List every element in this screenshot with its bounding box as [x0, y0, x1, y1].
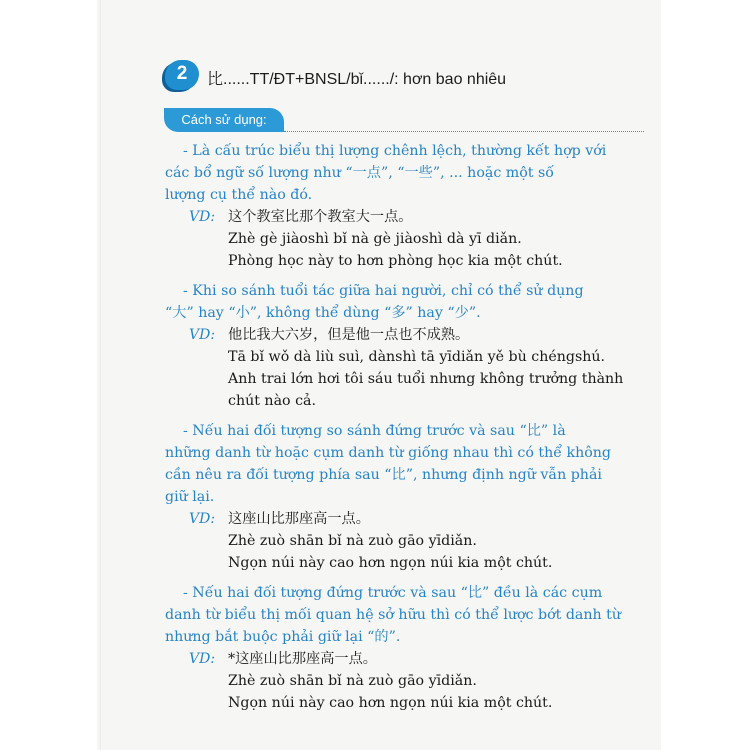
example-4-translation: Ngọn núi này cao hơn ngọn núi kia một chút. — [228, 695, 553, 711]
rule-1-line-1: - Là cấu trúc biểu thị lượng chênh lệch, thường kết hợp với — [183, 143, 607, 159]
example-2-pinyin: Tā bǐ wǒ dà liù suì, dànshì tā yīdiǎn yě bù chéngshú. — [228, 349, 606, 365]
example-4-pinyin: Zhè zuò shān bǐ nà zuò gāo yīdiǎn. — [228, 673, 477, 689]
rule-4-line-2: danh từ biểu thị mối quan hệ sở hữu thì có thể lược bớt danh từ — [165, 607, 621, 623]
example-3-label: VD: — [189, 511, 216, 527]
rule-2-line-2: “大” hay “小”, không thể dùng “多” hay “少”. — [165, 305, 481, 321]
rule-1-line-3: lượng cụ thể nào đó. — [165, 187, 313, 203]
rule-4-line-3: nhưng bắt buộc phải giữ lại “的”. — [165, 629, 401, 645]
rule-2-line-1: - Khi so sánh tuổi tác giữa hai người, chỉ có thể sử dụng — [183, 283, 584, 299]
section-title: 比......TT/ĐT+BNSL/bǐ....../: hơn bao nhiêu — [207, 71, 507, 88]
usage-divider — [284, 131, 644, 132]
book-page — [101, 0, 661, 750]
usage-label-tab — [164, 108, 284, 132]
section-number-badge — [165, 60, 199, 90]
example-3-translation: Ngọn núi này cao hơn ngọn núi kia một chút. — [228, 555, 553, 571]
example-4-label: VD: — [189, 651, 216, 667]
example-1-pinyin: Zhè gè jiàoshì bǐ nà gè jiàoshì dà yī diǎn. — [228, 231, 522, 247]
example-3-pinyin: Zhè zuò shān bǐ nà zuò gāo yīdiǎn. — [228, 533, 477, 549]
section-heading — [165, 60, 645, 94]
section-number: 2 — [176, 63, 188, 84]
example-1-label: VD: — [189, 209, 216, 225]
example-2-label: VD: — [189, 327, 216, 343]
example-2-translation-2: chút nào cả. — [228, 393, 316, 409]
rule-1-line-2: các bổ ngữ số lượng như “一点”, “一些”, ... hoặc một số — [165, 165, 554, 181]
usage-label: Cách sử dụng: — [181, 112, 267, 127]
rule-3-line-3: cần nêu ra đối tượng phía sau “比”, nhưng định ngữ vẫn phải — [165, 467, 602, 483]
rule-3-line-2: những danh từ hoặc cụm danh từ giống nhau thì có thể không — [165, 445, 611, 461]
example-4-chinese: *这座山比那座高一点。 — [228, 651, 377, 667]
example-2-translation-1: Anh trai lớn hơi tôi sáu tuổi nhưng không trưởng thành — [228, 371, 624, 387]
example-3-chinese: 这座山比那座高一点。 — [228, 511, 370, 527]
rule-3-line-4: giữ lại. — [165, 489, 215, 505]
example-1-chinese: 这个教室比那个教室大一点。 — [228, 209, 413, 225]
example-1-translation: Phòng học này to hơn phòng học kia một chút. — [228, 253, 563, 269]
rule-3-line-1: - Nếu hai đối tượng so sánh đứng trước và sau “比” là — [183, 423, 566, 439]
example-2-chinese: 他比我大六岁，但是他一点也不成熟。 — [228, 327, 470, 343]
page-content — [101, 0, 661, 750]
rule-4-line-1: - Nếu hai đối tượng đứng trước và sau “比” đều là các cụm — [183, 585, 603, 601]
